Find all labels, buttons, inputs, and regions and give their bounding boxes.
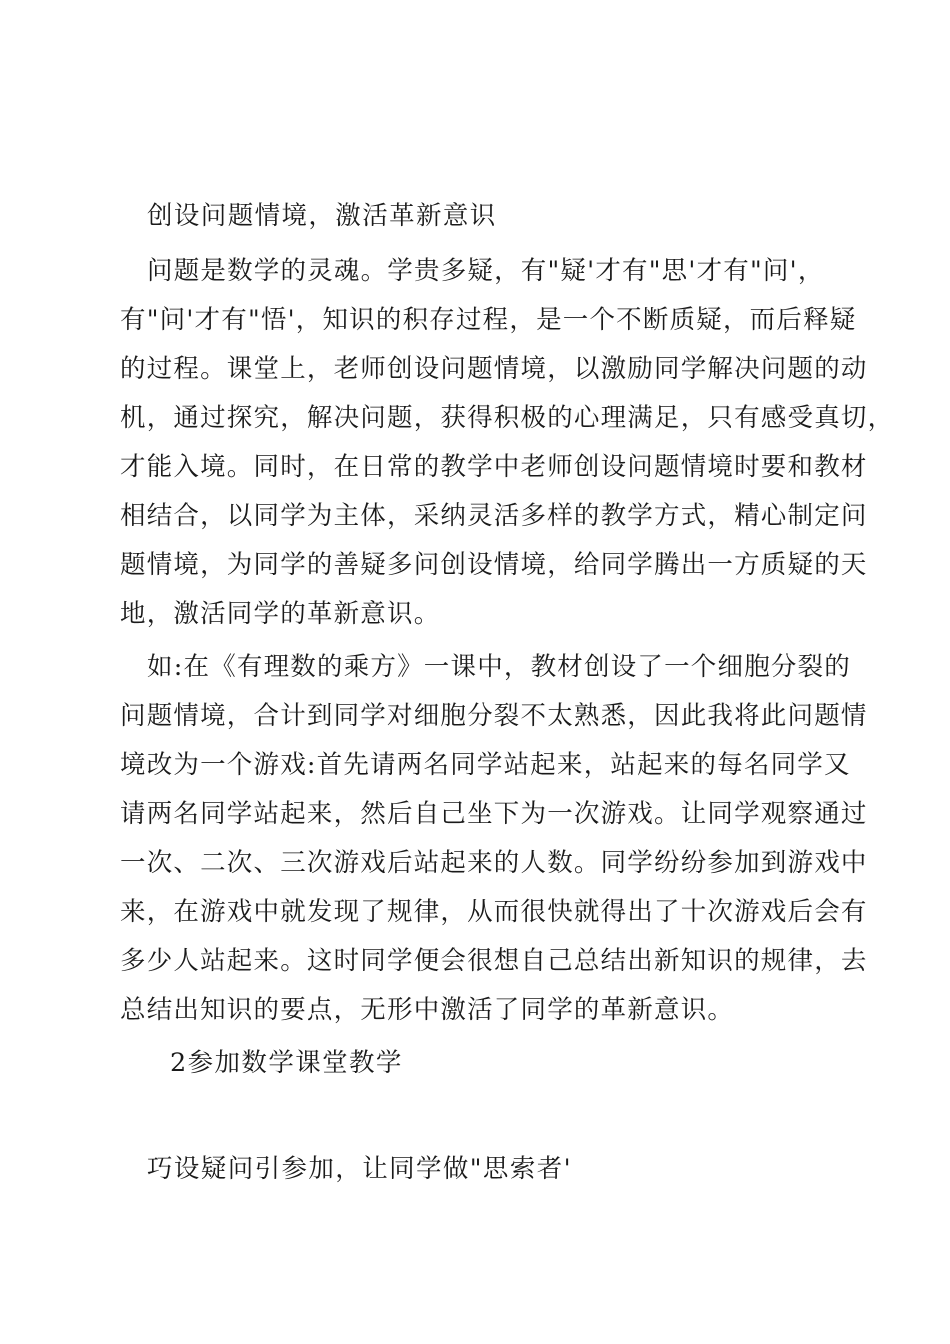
- paragraph-line: 多少人站起来。这时同学便会很想自己总结出新知识的规律，去: [120, 946, 868, 976]
- paragraph-line: 境改为一个游戏:首先请两名同学站起来，站起来的每名同学又: [120, 750, 851, 780]
- paragraph-line: 问题是数学的灵魂。学贵多疑，有"疑'才有"思'才有"问'，: [147, 256, 825, 286]
- paragraph-line: 才能入境。同时，在日常的教学中老师创设问题情境时要和教材: [120, 452, 868, 482]
- paragraph-line: 一次、二次、三次游戏后站起来的人数。同学纷纷参加到游戏中: [120, 848, 868, 878]
- paragraph-line: 问题情境，合计到同学对细胞分裂不太熟悉，因此我将此问题情: [120, 701, 868, 731]
- section-heading: 2参加数学课堂教学: [170, 1048, 403, 1078]
- paragraph-line: 相结合，以同学为主体，采纳灵活多样的教学方式，精心制定问: [120, 501, 868, 531]
- paragraph-line: 请两名同学站起来，然后自己坐下为一次游戏。让同学观察通过: [120, 799, 868, 829]
- paragraph-line: 地，激活同学的革新意识。: [120, 599, 441, 629]
- paragraph-line: 总结出知识的要点，无形中激活了同学的革新意识。: [120, 995, 735, 1025]
- paragraph-line: 的过程。课堂上，老师创设问题情境，以激励同学解决问题的动: [120, 354, 868, 384]
- paragraph-line: 来，在游戏中就发现了规律，从而很快就得出了十次游戏后会有: [120, 897, 868, 927]
- paragraph-line: 题情境，为同学的善疑多问创设情境，给同学腾出一方质疑的天: [120, 550, 868, 580]
- paragraph-line: 有"问'才有"悟'，知识的积存过程，是一个不断质疑，而后释疑: [120, 305, 857, 335]
- section-heading: 巧设疑问引参加，让同学做"思索者': [147, 1154, 573, 1184]
- paragraph-line: 机，通过探究，解决问题，获得积极的心理满足，只有感受真切，: [120, 403, 895, 433]
- section-heading: 创设问题情境，激活革新意识: [147, 201, 497, 231]
- paragraph-line: 如:在《有理数的乘方》一课中，教材创设了一个细胞分裂的: [147, 652, 851, 682]
